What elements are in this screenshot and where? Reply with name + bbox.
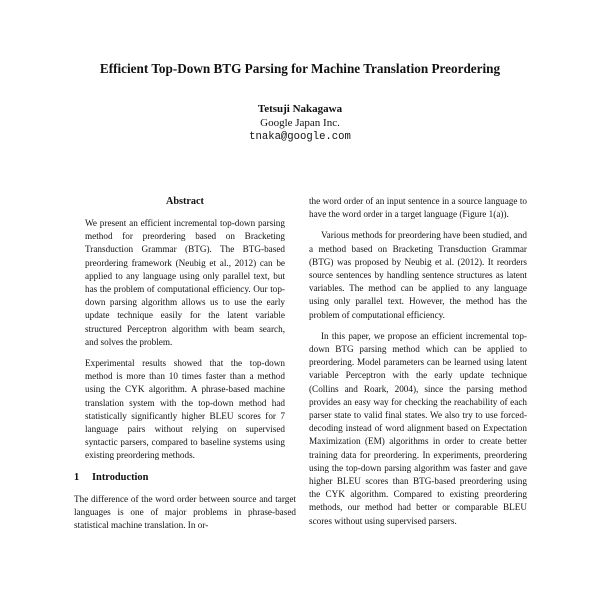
abstract-paragraph-2: Experimental results showed that the top-down method is more than 10 times faster than a method using the CYK algorithm. A phrase-based machine translation system with the top-down method had statistically significantly higher BLEU scores for 7 language pairs without relying on supervised syntactic parsers, compared to baseline systems using existing preordering methods. bbox=[85, 358, 285, 461]
abstract-heading: Abstract bbox=[166, 196, 204, 207]
right-paragraph-3: In this paper, we propose an efficient incremental top-down BTG parsing method which can be applied to preordering. Model parameters can be learned using latent variable Perceptron with the early update technique (Collins and Roark, 2004), since the parsing method provides an easy way for checking the reachability of each parser state to valid final states. We also try to use forced-decoding instead of word alignment based on Expectation Maximization (EM) algorithms in order to create better training data for preordering. In experiments, preordering using the top-down parsing algorithm was faster and gave higher BLEU scores than BTG-based preordering using the CYK algorithm. Compared to existing preordering methods, our method had better or comparable BLEU scores without using supervised parsers. bbox=[309, 330, 527, 526]
introduction-heading bbox=[74, 471, 296, 485]
author-email: tnaka@google.com bbox=[249, 131, 351, 143]
introduction-paragraph: The difference of the word order between source and target languages is one of major problems in phrase-based statistical machine translation. In or- bbox=[74, 493, 296, 531]
right-paragraph-1: the word order of an input sentence in a source language to have the word order in a target language (Figure 1(a)). bbox=[309, 196, 527, 220]
right-paragraph-2: Various methods for preordering have been studied, and a method based on Bracketing Transduction Grammar (BTG) was proposed by Neubig et al. (2012). It reorders source sentences by handling sentence structures as latent variables. The method can be applied to any language using only parallel text. However, the method has the problem of computational efficiency. bbox=[309, 230, 527, 320]
abstract-section bbox=[74, 195, 296, 463]
section-title: Introduction bbox=[92, 471, 149, 483]
paper-title: Efficient Top-Down BTG Parsing for Machine Translation Preordering bbox=[99, 61, 501, 76]
section-number: 1 bbox=[74, 471, 80, 483]
author-block bbox=[150, 102, 450, 144]
abstract-paragraph-1: We present an efficient incremental top-down parsing method for preordering based on Bracketing Transduction Grammar (BTG). The BTG-based preordering framework (Neubig et al., 2012) can be applied to any language using only parallel text, but has the problem of computational efficiency. Our top-down parsing algorithm allows us to use the early update technique easily for the latent variable structured Perceptron algorithm with beam search, and solves the problem. bbox=[85, 218, 285, 347]
right-column bbox=[309, 195, 527, 536]
left-column bbox=[74, 195, 296, 540]
author-name: Tetsuji Nakagawa bbox=[257, 103, 343, 115]
author-affiliation: Google Japan Inc. bbox=[260, 117, 340, 129]
